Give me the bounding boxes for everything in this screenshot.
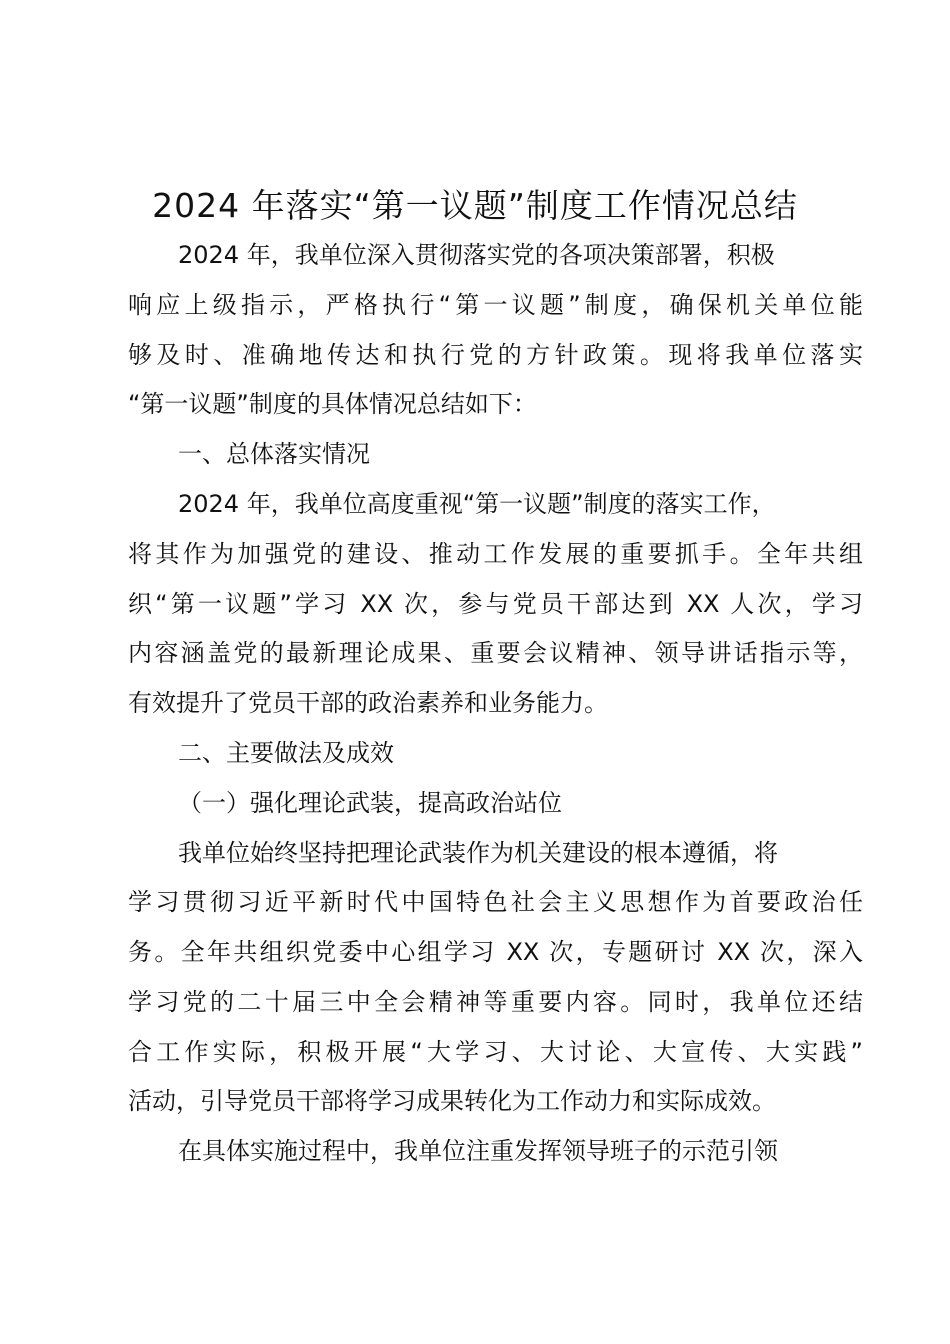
section-heading: 二、主要做法及成效 (178, 739, 394, 767)
paragraph-line: 将其作为加强党的建设、推动工作发展的重要抓手。全年共组 (128, 540, 863, 568)
paragraph-line: “第一议题”制度的具体情况总结如下： (128, 390, 537, 418)
paragraph-line: 有效提升了党员干部的政治素养和业务能力。 (128, 689, 608, 717)
paragraph-line: 在具体实施过程中，我单位注重发挥领导班子的示范引领 (178, 1137, 778, 1165)
paragraph-line: 织“第一议题”学习 XX 次，参与党员干部达到 XX 人次，学习 (128, 590, 863, 618)
paragraph-line: 务。全年共组织党委中心组学习 XX 次，专题研讨 XX 次，深入 (128, 938, 863, 966)
paragraph-line: 够及时、准确地传达和执行党的方针政策。现将我单位落实 (128, 341, 863, 369)
subsection-heading: （一）强化理论武装，提高政治站位 (178, 789, 562, 817)
paragraph-line: 我单位始终坚持把理论武装作为机关建设的根本遵循，将 (178, 839, 778, 867)
paragraph-line: 活动，引导党员干部将学习成果转化为工作动力和实际成效。 (128, 1087, 776, 1115)
paragraph-line: 响应上级指示，严格执行“第一议题”制度，确保机关单位能 (128, 291, 863, 319)
paragraph-line: 2024 年，我单位深入贯彻落实党的各项决策部署，积极 (178, 241, 775, 269)
paragraph-line: 学习党的二十届三中全会精神等重要内容。同时，我单位还结 (128, 988, 863, 1016)
paragraph-line: 学习贯彻习近平新时代中国特色社会主义思想作为首要政治任 (128, 888, 863, 916)
document-title: 2024 年落实“第一议题”制度工作情况总结 (152, 186, 798, 225)
paragraph-line: 合工作实际，积极开展“大学习、大讨论、大宣传、大实践” (128, 1038, 863, 1066)
section-heading: 一、总体落实情况 (178, 440, 370, 468)
paragraph-line: 2024 年，我单位高度重视“第一议题”制度的落实工作， (178, 490, 776, 518)
paragraph-line: 内容涵盖党的最新理论成果、重要会议精神、领导讲话指示等， (128, 639, 863, 667)
